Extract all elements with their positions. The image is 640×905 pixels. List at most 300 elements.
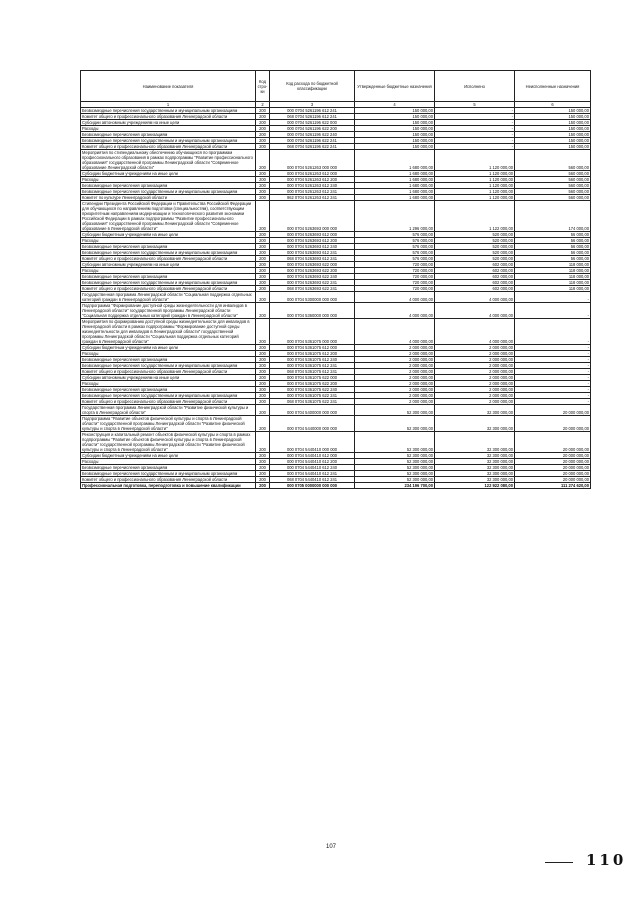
row-executed: 602 000,00 bbox=[435, 280, 515, 286]
row-unexecuted: 20 000 000,00 bbox=[515, 477, 591, 483]
table-body bbox=[81, 108, 591, 489]
row-executed: 602 000,00 bbox=[435, 262, 515, 268]
row-line-code: 200 bbox=[256, 345, 270, 351]
row-budget-code: 000 0705 0000000 000 000 bbox=[270, 483, 355, 489]
row-executed: 32 300 000,00 bbox=[435, 477, 515, 483]
row-indicator-name: Реконструкция и капитальный ремонт объектов физической культуры и спорта в рамках подпрограммы "Развитие объектов физической культуры и спорта в Ленинградской области" государственной программы Ленинградской области "Развитие физической культуры и спорта в Ленинградской области" bbox=[81, 432, 256, 453]
row-line-code: 200 bbox=[256, 286, 270, 292]
row-executed: 2 000 000,00 bbox=[435, 351, 515, 357]
header-executed: Исполнено bbox=[435, 71, 515, 102]
row-unexecuted: 560 000,00 bbox=[515, 189, 591, 195]
row-line-code: 200 bbox=[256, 387, 270, 393]
row-line-code: 200 bbox=[256, 471, 270, 477]
row-indicator-name: Комитет общего и профессионального образования Ленинградской области bbox=[81, 477, 256, 483]
row-executed: - bbox=[435, 120, 515, 126]
row-approved: 720 000,00 bbox=[355, 268, 435, 274]
row-executed: 1 120 000,00 bbox=[435, 150, 515, 171]
row-unexecuted: - bbox=[515, 319, 591, 345]
row-approved: 2 000 000,00 bbox=[355, 363, 435, 369]
budget-execution-table bbox=[80, 70, 591, 489]
row-indicator-name: Безвозмездные перечисления организациям bbox=[81, 465, 256, 471]
row-indicator-name: Безвозмездные перечисления организациям bbox=[81, 244, 256, 250]
row-line-code: 200 bbox=[256, 399, 270, 405]
row-approved: 720 000,00 bbox=[355, 262, 435, 268]
row-budget-code: 000 0704 5263693 612 000 bbox=[270, 232, 355, 238]
header-unexecuted: Неисполненные назначения bbox=[515, 71, 591, 102]
row-budget-code: 068 0704 5263693 612 241 bbox=[270, 256, 355, 262]
column-index: 5 bbox=[435, 102, 515, 108]
row-line-code: 200 bbox=[256, 280, 270, 286]
header-approved: Утвержденные бюджетные назначения bbox=[355, 71, 435, 102]
row-line-code: 200 bbox=[256, 292, 270, 303]
row-executed: 32 300 000,00 bbox=[435, 453, 515, 459]
row-executed: 2 000 000,00 bbox=[435, 375, 515, 381]
row-line-code: 200 bbox=[256, 177, 270, 183]
row-unexecuted: 20 000 000,00 bbox=[515, 405, 591, 416]
row-approved: 4 000 000,00 bbox=[355, 303, 435, 319]
row-indicator-name: Комитет общего и профессионального образования Ленинградской области bbox=[81, 286, 256, 292]
table-row bbox=[81, 303, 591, 319]
row-line-code: 200 bbox=[256, 483, 270, 489]
row-budget-code: 068 0704 5440410 612 241 bbox=[270, 477, 355, 483]
row-budget-code: 000 0704 5263693 612 241 bbox=[270, 250, 355, 256]
row-line-code: 200 bbox=[256, 465, 270, 471]
row-unexecuted: - bbox=[515, 381, 591, 387]
row-unexecuted: 56 000,00 bbox=[515, 244, 591, 250]
row-budget-code: 000 0704 5263693 612 200 bbox=[270, 238, 355, 244]
row-executed: 602 000,00 bbox=[435, 268, 515, 274]
row-line-code: 200 bbox=[256, 477, 270, 483]
row-indicator-name: Субсидии бюджетным учреждениям на иные цели bbox=[81, 453, 256, 459]
row-indicator-name: Безвозмездные перечисления государственным и муниципальным организациям bbox=[81, 250, 256, 256]
row-budget-code: 000 0704 5261263 000 000 bbox=[270, 150, 355, 171]
row-indicator-name: Стипендии Президента Российской Федерации и Правительства Российской Федерации для обучающихся по направлениям подготовки (специальностям), соответствующим приоритетным направлениям модернизации и технологического развития экономики Российской Федерации в рамках подпрограммы "Развитие профессионального образования" государственной программы Ленинградской области "Современное образование в Ленинградской области" bbox=[81, 201, 256, 232]
row-budget-code: 000 0704 5440410 612 000 bbox=[270, 453, 355, 459]
row-unexecuted: 56 000,00 bbox=[515, 256, 591, 262]
row-unexecuted: 118 000,00 bbox=[515, 286, 591, 292]
row-executed: 2 000 000,00 bbox=[435, 357, 515, 363]
row-indicator-name: Расходы bbox=[81, 381, 256, 387]
row-approved: 150 000,00 bbox=[355, 126, 435, 132]
row-indicator-name: Профессиональная подготовка, переподготовка и повышение квалификации bbox=[81, 483, 256, 489]
row-approved: 52 300 000,00 bbox=[355, 465, 435, 471]
row-line-code: 200 bbox=[256, 183, 270, 189]
row-executed: 2 000 000,00 bbox=[435, 393, 515, 399]
table-row bbox=[81, 150, 591, 171]
row-budget-code: 000 0704 5361075 622 240 bbox=[270, 387, 355, 393]
table-row bbox=[81, 483, 591, 489]
row-unexecuted: 150 000,00 bbox=[515, 144, 591, 150]
row-unexecuted: 111 274 620,00 bbox=[515, 483, 591, 489]
row-indicator-name: Безвозмездные перечисления государственным и муниципальным организациям bbox=[81, 108, 256, 114]
row-executed: 2 000 000,00 bbox=[435, 345, 515, 351]
column-index: 2 bbox=[256, 102, 270, 108]
row-indicator-name: Расходы bbox=[81, 177, 256, 183]
row-indicator-name: Комитет общего и профессионального образования Ленинградской области bbox=[81, 256, 256, 262]
row-budget-code: 000 0704 5300000 000 000 bbox=[270, 292, 355, 303]
row-approved: 2 000 000,00 bbox=[355, 357, 435, 363]
row-indicator-name: Безвозмездные перечисления организациям bbox=[81, 387, 256, 393]
row-unexecuted: 20 000 000,00 bbox=[515, 432, 591, 453]
row-unexecuted: 150 000,00 bbox=[515, 126, 591, 132]
row-line-code: 200 bbox=[256, 319, 270, 345]
row-executed: - bbox=[435, 126, 515, 132]
row-budget-code: 000 0704 5261196 622 240 bbox=[270, 132, 355, 138]
row-line-code: 200 bbox=[256, 363, 270, 369]
row-line-code: 200 bbox=[256, 250, 270, 256]
row-line-code: 200 bbox=[256, 120, 270, 126]
row-unexecuted: - bbox=[515, 292, 591, 303]
row-indicator-name: Расходы bbox=[81, 268, 256, 274]
row-budget-code: 000 0704 5440410 612 240 bbox=[270, 465, 355, 471]
row-executed: 32 300 000,00 bbox=[435, 465, 515, 471]
row-unexecuted: - bbox=[515, 375, 591, 381]
row-indicator-name: Безвозмездные перечисления государственным и муниципальным организациям bbox=[81, 363, 256, 369]
row-approved: 2 000 000,00 bbox=[355, 369, 435, 375]
row-executed: 602 000,00 bbox=[435, 274, 515, 280]
row-approved: 2 000 000,00 bbox=[355, 345, 435, 351]
row-budget-code: 068 0704 5261196 612 241 bbox=[270, 114, 355, 120]
row-approved: 52 300 000,00 bbox=[355, 432, 435, 453]
row-indicator-name: Расходы bbox=[81, 126, 256, 132]
row-approved: 52 300 000,00 bbox=[355, 471, 435, 477]
row-unexecuted: 560 000,00 bbox=[515, 171, 591, 177]
sheet-number: 110 bbox=[586, 851, 627, 869]
row-executed: 1 120 000,00 bbox=[435, 195, 515, 201]
row-unexecuted: 20 000 000,00 bbox=[515, 459, 591, 465]
row-executed: 32 300 000,00 bbox=[435, 459, 515, 465]
row-approved: 150 000,00 bbox=[355, 132, 435, 138]
row-executed: 520 000,00 bbox=[435, 244, 515, 250]
row-line-code: 200 bbox=[256, 432, 270, 453]
row-line-code: 200 bbox=[256, 108, 270, 114]
row-line-code: 200 bbox=[256, 459, 270, 465]
row-indicator-name: Государственная программа Ленинградской области "Социальная поддержка отдельных категорий граждан в Ленинградской области" bbox=[81, 292, 256, 303]
row-line-code: 200 bbox=[256, 256, 270, 262]
row-approved: 1 680 000,00 bbox=[355, 183, 435, 189]
row-executed: 2 000 000,00 bbox=[435, 363, 515, 369]
row-executed: - bbox=[435, 132, 515, 138]
row-approved: 576 000,00 bbox=[355, 256, 435, 262]
row-approved: 576 000,00 bbox=[355, 238, 435, 244]
row-executed: 4 000 000,00 bbox=[435, 303, 515, 319]
row-budget-code: 068 0704 5261196 622 241 bbox=[270, 144, 355, 150]
row-executed: 2 000 000,00 bbox=[435, 399, 515, 405]
row-indicator-name: Субсидии бюджетным учреждениям на иные цели bbox=[81, 345, 256, 351]
row-line-code: 200 bbox=[256, 244, 270, 250]
row-indicator-name: Подпрограмма "Формирование доступной среды жизнедеятельности для инвалидов в Ленинградской области" государственной программы Ленинградской области "Социальная поддержка отдельных категорий граждан в Ленинградской области" bbox=[81, 303, 256, 319]
row-unexecuted: 118 000,00 bbox=[515, 268, 591, 274]
row-approved: 1 680 000,00 bbox=[355, 150, 435, 171]
row-approved: 52 300 000,00 bbox=[355, 459, 435, 465]
row-budget-code: 000 0704 5261196 622 200 bbox=[270, 126, 355, 132]
row-line-code: 200 bbox=[256, 303, 270, 319]
row-line-code: 200 bbox=[256, 201, 270, 232]
row-unexecuted: 56 000,00 bbox=[515, 238, 591, 244]
row-budget-code: 000 0704 5440410 612 241 bbox=[270, 471, 355, 477]
row-unexecuted: 20 000 000,00 bbox=[515, 471, 591, 477]
row-approved: 720 000,00 bbox=[355, 274, 435, 280]
row-executed: 1 122 000,00 bbox=[435, 201, 515, 232]
row-indicator-name: Комитет общего и профессионального образования Ленинградской области bbox=[81, 114, 256, 120]
row-unexecuted: 150 000,00 bbox=[515, 120, 591, 126]
row-executed: 520 000,00 bbox=[435, 250, 515, 256]
row-indicator-name: Субсидии автономным учреждениям на иные цели bbox=[81, 262, 256, 268]
row-line-code: 200 bbox=[256, 171, 270, 177]
row-indicator-name: Комитет общего и профессионального образования Ленинградской области bbox=[81, 144, 256, 150]
row-unexecuted: 560 000,00 bbox=[515, 195, 591, 201]
row-line-code: 200 bbox=[256, 416, 270, 432]
row-budget-code: 068 0704 5361075 612 241 bbox=[270, 369, 355, 375]
divider-line bbox=[545, 862, 573, 863]
row-unexecuted: 56 000,00 bbox=[515, 232, 591, 238]
row-line-code: 200 bbox=[256, 381, 270, 387]
row-executed: 1 120 000,00 bbox=[435, 171, 515, 177]
row-approved: 150 000,00 bbox=[355, 144, 435, 150]
row-executed: 1 120 000,00 bbox=[435, 183, 515, 189]
row-indicator-name: Субсидии автономным учреждениям на иные цели bbox=[81, 120, 256, 126]
row-unexecuted: 150 000,00 bbox=[515, 138, 591, 144]
row-indicator-name: Безвозмездные перечисления организациям bbox=[81, 132, 256, 138]
row-approved: 234 196 700,00 bbox=[355, 483, 435, 489]
row-budget-code: 000 0704 5361075 612 240 bbox=[270, 357, 355, 363]
row-line-code: 200 bbox=[256, 195, 270, 201]
row-budget-code: 000 0704 5263693 000 000 bbox=[270, 201, 355, 232]
row-approved: 150 000,00 bbox=[355, 120, 435, 126]
row-indicator-name: Мероприятия по формированию доступной среды жизнедеятельности для инвалидов в Ленинградской области в рамках подпрограммы "Формирование доступной среды жизнедеятельности для инвалидов в Ленинградской области" государственной программы Ленинградской области "Социальная поддержка отдельных категорий граждан в Ленинградской области" bbox=[81, 319, 256, 345]
table-row bbox=[81, 319, 591, 345]
row-indicator-name: Безвозмездные перечисления государственным и муниципальным организациям bbox=[81, 189, 256, 195]
row-budget-code: 000 0704 5261263 612 240 bbox=[270, 183, 355, 189]
header-indicator-name: Наименование показателя bbox=[81, 71, 256, 102]
table-row bbox=[81, 292, 591, 303]
row-approved: 2 000 000,00 bbox=[355, 381, 435, 387]
row-indicator-name: Комитет общего и профессионального образования Ленинградской области bbox=[81, 399, 256, 405]
row-approved: 720 000,00 bbox=[355, 286, 435, 292]
row-line-code: 200 bbox=[256, 262, 270, 268]
row-approved: 1 680 000,00 bbox=[355, 177, 435, 183]
row-budget-code: 068 0704 5263693 622 241 bbox=[270, 286, 355, 292]
row-unexecuted: 150 000,00 bbox=[515, 114, 591, 120]
row-budget-code: 000 0704 5261196 622 000 bbox=[270, 120, 355, 126]
page-number: 107 bbox=[326, 844, 337, 850]
row-unexecuted: - bbox=[515, 357, 591, 363]
row-unexecuted: - bbox=[515, 387, 591, 393]
row-unexecuted: 20 000 000,00 bbox=[515, 465, 591, 471]
row-executed: 4 000 000,00 bbox=[435, 292, 515, 303]
row-approved: 52 300 000,00 bbox=[355, 405, 435, 416]
row-line-code: 200 bbox=[256, 114, 270, 120]
row-line-code: 200 bbox=[256, 126, 270, 132]
column-index: 3 bbox=[270, 102, 355, 108]
row-unexecuted: 20 000 000,00 bbox=[515, 416, 591, 432]
row-line-code: 200 bbox=[256, 369, 270, 375]
row-budget-code: 000 0704 5361075 612 241 bbox=[270, 363, 355, 369]
row-unexecuted: 150 000,00 bbox=[515, 108, 591, 114]
row-executed: 1 120 000,00 bbox=[435, 189, 515, 195]
row-approved: 4 000 000,00 bbox=[355, 319, 435, 345]
row-budget-code: 000 0704 5261263 612 241 bbox=[270, 189, 355, 195]
row-line-code: 200 bbox=[256, 232, 270, 238]
row-approved: 720 000,00 bbox=[355, 280, 435, 286]
row-approved: 2 000 000,00 bbox=[355, 375, 435, 381]
row-indicator-name: Субсидии бюджетным учреждениям на иные цели bbox=[81, 171, 256, 177]
row-executed: 122 922 080,00 bbox=[435, 483, 515, 489]
row-budget-code: 000 0704 5261263 612 000 bbox=[270, 171, 355, 177]
row-budget-code: 000 0704 5361075 612 200 bbox=[270, 351, 355, 357]
row-approved: 150 000,00 bbox=[355, 138, 435, 144]
row-line-code: 200 bbox=[256, 268, 270, 274]
row-indicator-name: Безвозмездные перечисления государственным и муниципальным организациям bbox=[81, 280, 256, 286]
row-indicator-name: Расходы bbox=[81, 459, 256, 465]
row-executed: 1 120 000,00 bbox=[435, 177, 515, 183]
table-header-row bbox=[81, 71, 591, 102]
row-executed: 32 300 000,00 bbox=[435, 471, 515, 477]
row-budget-code: 000 0704 5361075 622 241 bbox=[270, 393, 355, 399]
row-unexecuted: 150 000,00 bbox=[515, 132, 591, 138]
row-budget-code: 000 0704 5440000 000 000 bbox=[270, 416, 355, 432]
row-approved: 52 300 000,00 bbox=[355, 453, 435, 459]
row-indicator-name: Расходы bbox=[81, 238, 256, 244]
row-executed: 32 300 000,00 bbox=[435, 416, 515, 432]
row-unexecuted: - bbox=[515, 393, 591, 399]
row-approved: 576 000,00 bbox=[355, 244, 435, 250]
row-line-code: 200 bbox=[256, 150, 270, 171]
row-budget-code: 000 0704 5263693 612 240 bbox=[270, 244, 355, 250]
row-approved: 4 000 000,00 bbox=[355, 292, 435, 303]
row-approved: 2 000 000,00 bbox=[355, 387, 435, 393]
row-indicator-name: Подпрограмма "Развитие объектов физической культуры и спорта в Ленинградской области" государственной программы Ленинградской области "Развитие физической культуры и спорта в Ленинградской области" bbox=[81, 416, 256, 432]
row-executed: 520 000,00 bbox=[435, 256, 515, 262]
table-row bbox=[81, 432, 591, 453]
row-line-code: 200 bbox=[256, 405, 270, 416]
row-budget-code: 000 0704 5263693 622 200 bbox=[270, 268, 355, 274]
row-approved: 1 680 000,00 bbox=[355, 195, 435, 201]
row-unexecuted: - bbox=[515, 345, 591, 351]
row-approved: 52 300 000,00 bbox=[355, 477, 435, 483]
row-budget-code: 000 0704 5440410 000 000 bbox=[270, 432, 355, 453]
column-index: 1 bbox=[81, 102, 256, 108]
table-row bbox=[81, 201, 591, 232]
row-approved: 1 680 000,00 bbox=[355, 171, 435, 177]
table-row bbox=[81, 405, 591, 416]
column-index: 4 bbox=[355, 102, 435, 108]
row-approved: 576 000,00 bbox=[355, 232, 435, 238]
row-unexecuted: - bbox=[515, 399, 591, 405]
row-approved: 1 296 000,00 bbox=[355, 201, 435, 232]
row-approved: 1 680 000,00 bbox=[355, 189, 435, 195]
row-line-code: 200 bbox=[256, 189, 270, 195]
row-executed: 2 000 000,00 bbox=[435, 387, 515, 393]
table-row bbox=[81, 416, 591, 432]
row-budget-code: 000 0704 5400000 000 000 bbox=[270, 405, 355, 416]
row-unexecuted: - bbox=[515, 369, 591, 375]
row-line-code: 200 bbox=[256, 132, 270, 138]
header-budget-code: Код расхода по бюджетной классификации bbox=[270, 71, 355, 102]
row-approved: 52 300 000,00 bbox=[355, 416, 435, 432]
row-budget-code: 068 0704 5361075 622 241 bbox=[270, 399, 355, 405]
row-budget-code: 000 0704 5261263 612 200 bbox=[270, 177, 355, 183]
row-indicator-name: Комитет общего и профессионального образования Ленинградской области bbox=[81, 369, 256, 375]
row-line-code: 200 bbox=[256, 144, 270, 150]
row-line-code: 200 bbox=[256, 357, 270, 363]
row-indicator-name: Безвозмездные перечисления организациям bbox=[81, 183, 256, 189]
row-executed: - bbox=[435, 108, 515, 114]
row-indicator-name: Безвозмездные перечисления организациям bbox=[81, 274, 256, 280]
row-approved: 576 000,00 bbox=[355, 250, 435, 256]
row-line-code: 200 bbox=[256, 453, 270, 459]
row-indicator-name: Мероприятия по стипендиальному обеспечению обучающихся по программам профессионального образования в рамках подпрограммы "Развитие профессионального образования" государственной программы Ленинградской области "Современное образование Ленинградской области" bbox=[81, 150, 256, 171]
row-budget-code: 000 0704 5360000 000 000 bbox=[270, 303, 355, 319]
row-budget-code: 962 0704 5261263 612 241 bbox=[270, 195, 355, 201]
row-executed: 32 300 000,00 bbox=[435, 405, 515, 416]
row-indicator-name: Расходы bbox=[81, 351, 256, 357]
row-approved: 2 000 000,00 bbox=[355, 351, 435, 357]
row-executed: 32 300 000,00 bbox=[435, 432, 515, 453]
row-unexecuted: 560 000,00 bbox=[515, 177, 591, 183]
header-line-code: Код стро-ки bbox=[256, 71, 270, 102]
row-executed: 602 000,00 bbox=[435, 286, 515, 292]
row-indicator-name: Субсидии автономным учреждениям на иные цели bbox=[81, 375, 256, 381]
row-budget-code: 000 0704 5440410 612 200 bbox=[270, 459, 355, 465]
row-executed: - bbox=[435, 114, 515, 120]
row-unexecuted: 56 000,00 bbox=[515, 250, 591, 256]
row-line-code: 200 bbox=[256, 351, 270, 357]
row-unexecuted: 174 000,00 bbox=[515, 201, 591, 232]
row-indicator-name: Субсидии бюджетным учреждениям на иные цели bbox=[81, 232, 256, 238]
row-indicator-name: Безвозмездные перечисления организациям bbox=[81, 357, 256, 363]
row-unexecuted: 560 000,00 bbox=[515, 183, 591, 189]
row-unexecuted: 560 000,00 bbox=[515, 150, 591, 171]
row-executed: 2 000 000,00 bbox=[435, 381, 515, 387]
row-budget-code: 000 0704 5261196 612 241 bbox=[270, 108, 355, 114]
row-budget-code: 000 0704 5263693 622 241 bbox=[270, 280, 355, 286]
row-indicator-name: Государственная программа Ленинградской области "Развитие физической культуры и спорта в Ленинградской области" bbox=[81, 405, 256, 416]
row-budget-code: 000 0704 5263693 622 240 bbox=[270, 274, 355, 280]
row-indicator-name: Безвозмездные перечисления государственным и муниципальным организациям bbox=[81, 393, 256, 399]
row-line-code: 200 bbox=[256, 375, 270, 381]
row-line-code: 200 bbox=[256, 138, 270, 144]
row-executed: 520 000,00 bbox=[435, 238, 515, 244]
row-unexecuted: 20 000 000,00 bbox=[515, 453, 591, 459]
row-executed: - bbox=[435, 144, 515, 150]
row-unexecuted: - bbox=[515, 351, 591, 357]
row-indicator-name: Комитет по культуре Ленинградской области bbox=[81, 195, 256, 201]
row-unexecuted: - bbox=[515, 363, 591, 369]
row-executed: 4 000 000,00 bbox=[435, 319, 515, 345]
row-approved: 2 000 000,00 bbox=[355, 399, 435, 405]
row-budget-code: 000 0704 5263693 622 000 bbox=[270, 262, 355, 268]
row-line-code: 200 bbox=[256, 238, 270, 244]
row-budget-code: 000 0704 5361075 622 000 bbox=[270, 375, 355, 381]
row-unexecuted: 118 000,00 bbox=[515, 262, 591, 268]
row-line-code: 200 bbox=[256, 274, 270, 280]
row-budget-code: 000 0704 5361075 622 200 bbox=[270, 381, 355, 387]
row-unexecuted: - bbox=[515, 303, 591, 319]
row-executed: - bbox=[435, 138, 515, 144]
column-index: 6 bbox=[515, 102, 591, 108]
row-approved: 150 000,00 bbox=[355, 108, 435, 114]
row-budget-code: 000 0704 5361075 000 000 bbox=[270, 319, 355, 345]
row-line-code: 200 bbox=[256, 393, 270, 399]
row-executed: 2 000 000,00 bbox=[435, 369, 515, 375]
row-approved: 150 000,00 bbox=[355, 114, 435, 120]
row-executed: 520 000,00 bbox=[435, 232, 515, 238]
row-approved: 2 000 000,00 bbox=[355, 393, 435, 399]
row-budget-code: 000 0704 5261196 622 241 bbox=[270, 138, 355, 144]
row-indicator-name: Безвозмездные перечисления государственным и муниципальным организациям bbox=[81, 138, 256, 144]
row-unexecuted: 118 000,00 bbox=[515, 274, 591, 280]
